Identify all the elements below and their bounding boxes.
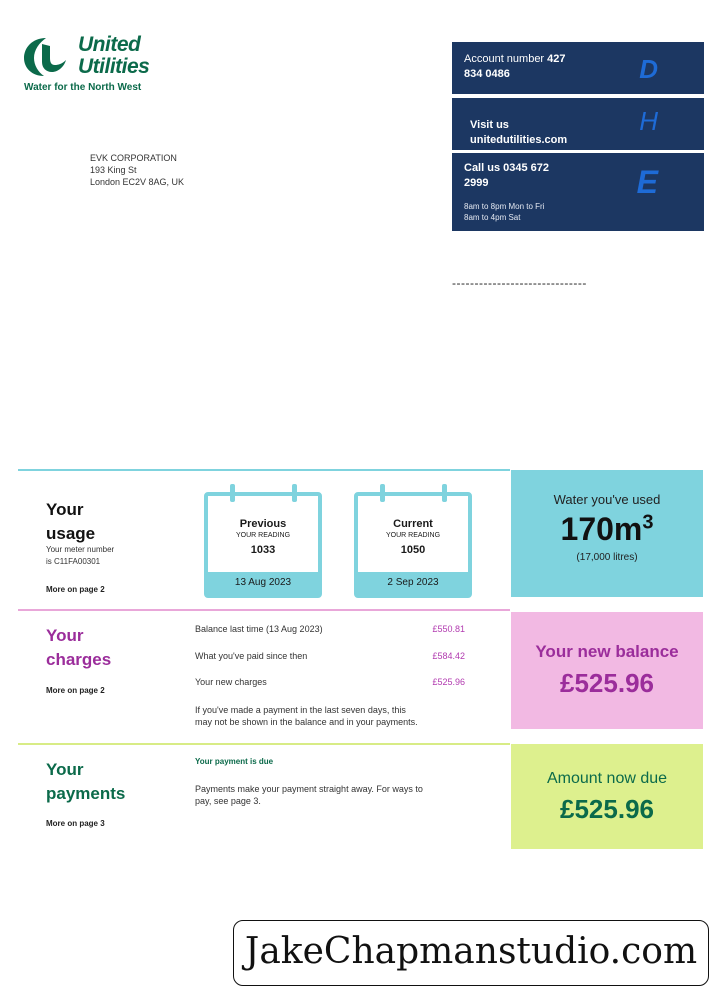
- payments-title: Your payments: [46, 760, 126, 803]
- previous-sub: YOUR READING: [235, 532, 291, 539]
- new-balance-panel: [511, 612, 703, 729]
- call-number-cont: 2999: [464, 177, 489, 189]
- payments-text: Payments make your payment straight away. For ways to pay, see page 3.: [195, 784, 423, 806]
- call-box: [452, 153, 704, 231]
- visit-website-link[interactable]: unitedutilities.com: [470, 134, 568, 146]
- box-letter-h: H: [639, 106, 658, 136]
- logo-mark-icon: [20, 34, 72, 78]
- visit-box: [452, 98, 704, 150]
- charge-row-balance: Balance last time (13 Aug 2023) £550.81: [195, 624, 465, 634]
- amount-due-value: £525.96: [560, 794, 654, 824]
- watermark-banner: JakeChapmanstudio.com: [233, 920, 709, 986]
- previous-date: 13 Aug 2023: [208, 572, 318, 594]
- calendar-ring-icon: [230, 484, 235, 502]
- visit-label: Visit us: [470, 119, 509, 131]
- new-balance-label: Your new balance: [535, 642, 679, 661]
- water-used-label: Water you've used: [553, 492, 661, 507]
- charge-row-new: Your new charges £525.96: [195, 677, 465, 687]
- call-number: 0345 672: [503, 162, 550, 174]
- calendar-ring-icon: [442, 484, 447, 502]
- recipient-address: [90, 152, 184, 188]
- payment-due-label: Your payment is due: [195, 757, 274, 766]
- amount-due-label: Amount now due: [546, 770, 668, 787]
- new-balance-value: £525.96: [560, 668, 654, 698]
- current-reading-card: [354, 492, 472, 598]
- usage-top-rule: [18, 469, 510, 471]
- amount-due-panel: [511, 744, 703, 849]
- current-value: 1050: [400, 544, 426, 556]
- payments-top-rule: [18, 743, 510, 745]
- water-used-value: $170m^3$: [560, 511, 654, 547]
- charges-more-link[interactable]: More on page 2: [46, 686, 105, 695]
- meter-number: Your meter number is C11FA00301: [46, 545, 115, 566]
- charges-title: Your charges: [46, 626, 112, 669]
- calendar-ring-icon: [380, 484, 385, 502]
- call-hours-weekday: 8am to 8pm Mon to Fri: [464, 202, 545, 211]
- charges-note: If you've made a payment in the last seven days, this may not be shown in the balance and in your payments.: [195, 705, 418, 727]
- box-letter-d: D: [639, 54, 658, 84]
- address-line: EVK CORPORATION: [90, 153, 177, 163]
- logo-tagline: Water for the North West: [24, 82, 142, 93]
- current-date: 2 Sep 2023: [358, 572, 468, 594]
- address-line: 193 King St: [90, 165, 137, 175]
- united-utilities-logo: [20, 34, 180, 96]
- payments-more-link[interactable]: More on page 3: [46, 819, 105, 828]
- current-label: Current: [393, 518, 433, 530]
- account-number-cont: 834 0486: [464, 68, 510, 80]
- logo-wordmark: United Utilities: [78, 33, 150, 78]
- charge-row-paid: What you've paid since then £584.42: [195, 651, 465, 661]
- previous-reading-card: [204, 492, 322, 598]
- water-used-panel: [511, 470, 703, 597]
- water-used-litres: (17,000 litres): [576, 552, 638, 563]
- previous-value: 1033: [250, 544, 276, 556]
- call-hours-saturday: 8am to 4pm Sat: [464, 213, 521, 222]
- account-number: 427: [547, 53, 566, 65]
- address-line: London EC2V 8AG, UK: [90, 177, 185, 187]
- call-label: Call us: [464, 162, 501, 174]
- box-letter-e: E: [636, 164, 658, 200]
- calendar-ring-icon: [292, 484, 297, 502]
- account-number-box: [452, 42, 704, 94]
- account-label: Account number: [464, 53, 545, 65]
- dashed-divider: ------------------------------: [452, 276, 587, 288]
- usage-more-link[interactable]: More on page 2: [46, 585, 105, 594]
- charges-top-rule: [18, 609, 510, 611]
- usage-title: Your usage: [46, 500, 96, 543]
- current-sub: YOUR READING: [385, 532, 441, 539]
- previous-label: Previous: [239, 518, 287, 530]
